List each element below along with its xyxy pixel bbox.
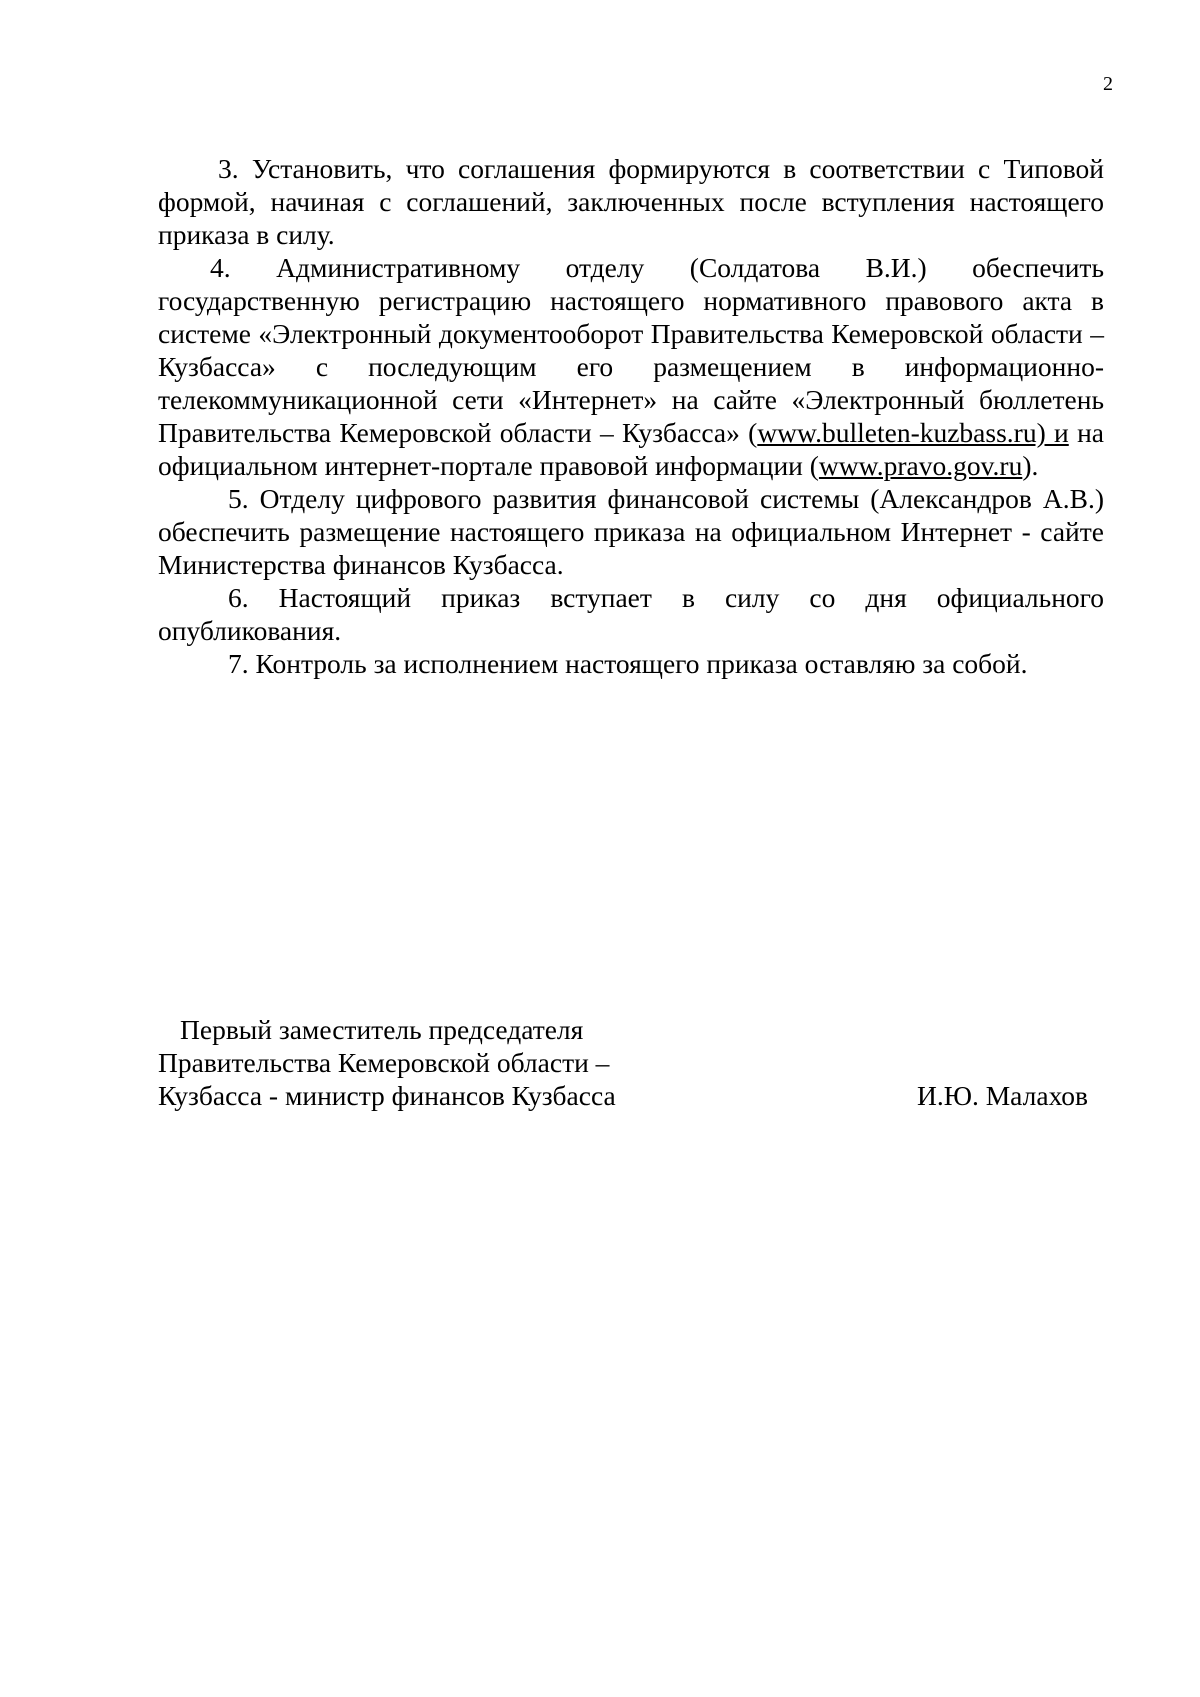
document-body xyxy=(158,152,1104,680)
paragraph-4 xyxy=(158,251,1104,482)
page-number: 2 xyxy=(1103,73,1113,95)
signatory-name: И.Ю. Малахов xyxy=(916,1080,1088,1111)
paragraph-3: 3. Установить, что соглашения формируются в соответствии с Типовой формой, начиная с соглашений, заключенных после вступления настоящего приказа в силу. xyxy=(158,153,1104,250)
signature-block xyxy=(158,1013,1104,1112)
signature-title-line-2: Правительства Кемеровской области – xyxy=(158,1047,610,1078)
signature-title-line-1: Первый заместитель председателя xyxy=(180,1014,584,1045)
paragraph-4-text-end: ). xyxy=(1022,450,1039,481)
paragraph-5: 5. Отделу цифрового развития финансовой системы (Александров А.В.) обеспечить размещение настоящего приказа на официальном Интернет - сайте Министерства финансов Кузбасса. xyxy=(158,483,1104,580)
paragraph-6: 6. Настоящий приказ вступает в силу со дня официального опубликования. xyxy=(158,582,1104,646)
paragraph-4-text: 4. Административному отделу (Солдатова В.И.) обеспечить государственную регистрацию настоящего нормативного правового акта в системе «Электронный документооборот Правительства Кемеровской области – Кузбасса» с последующим его размещением в информационно-телекоммуникационной сети «Интернет» на сайте «Электронный бюллетень Правительства Кемеровской области – Кузбасса» ( xyxy=(158,252,1104,448)
paragraph-4-text-middle: на официальном интернет-портале правовой информации ( xyxy=(158,417,1104,481)
bulleten-link[interactable]: www.bulleten-kuzbass.ru) и xyxy=(757,417,1069,448)
paragraph-7: 7. Контроль за исполнением настоящего приказа оставляю за собой. xyxy=(228,648,1028,679)
signature-title-line-3: Кузбасса - министр финансов Кузбасса xyxy=(158,1080,616,1111)
pravo-link[interactable]: www.pravo.gov.ru xyxy=(818,450,1023,481)
